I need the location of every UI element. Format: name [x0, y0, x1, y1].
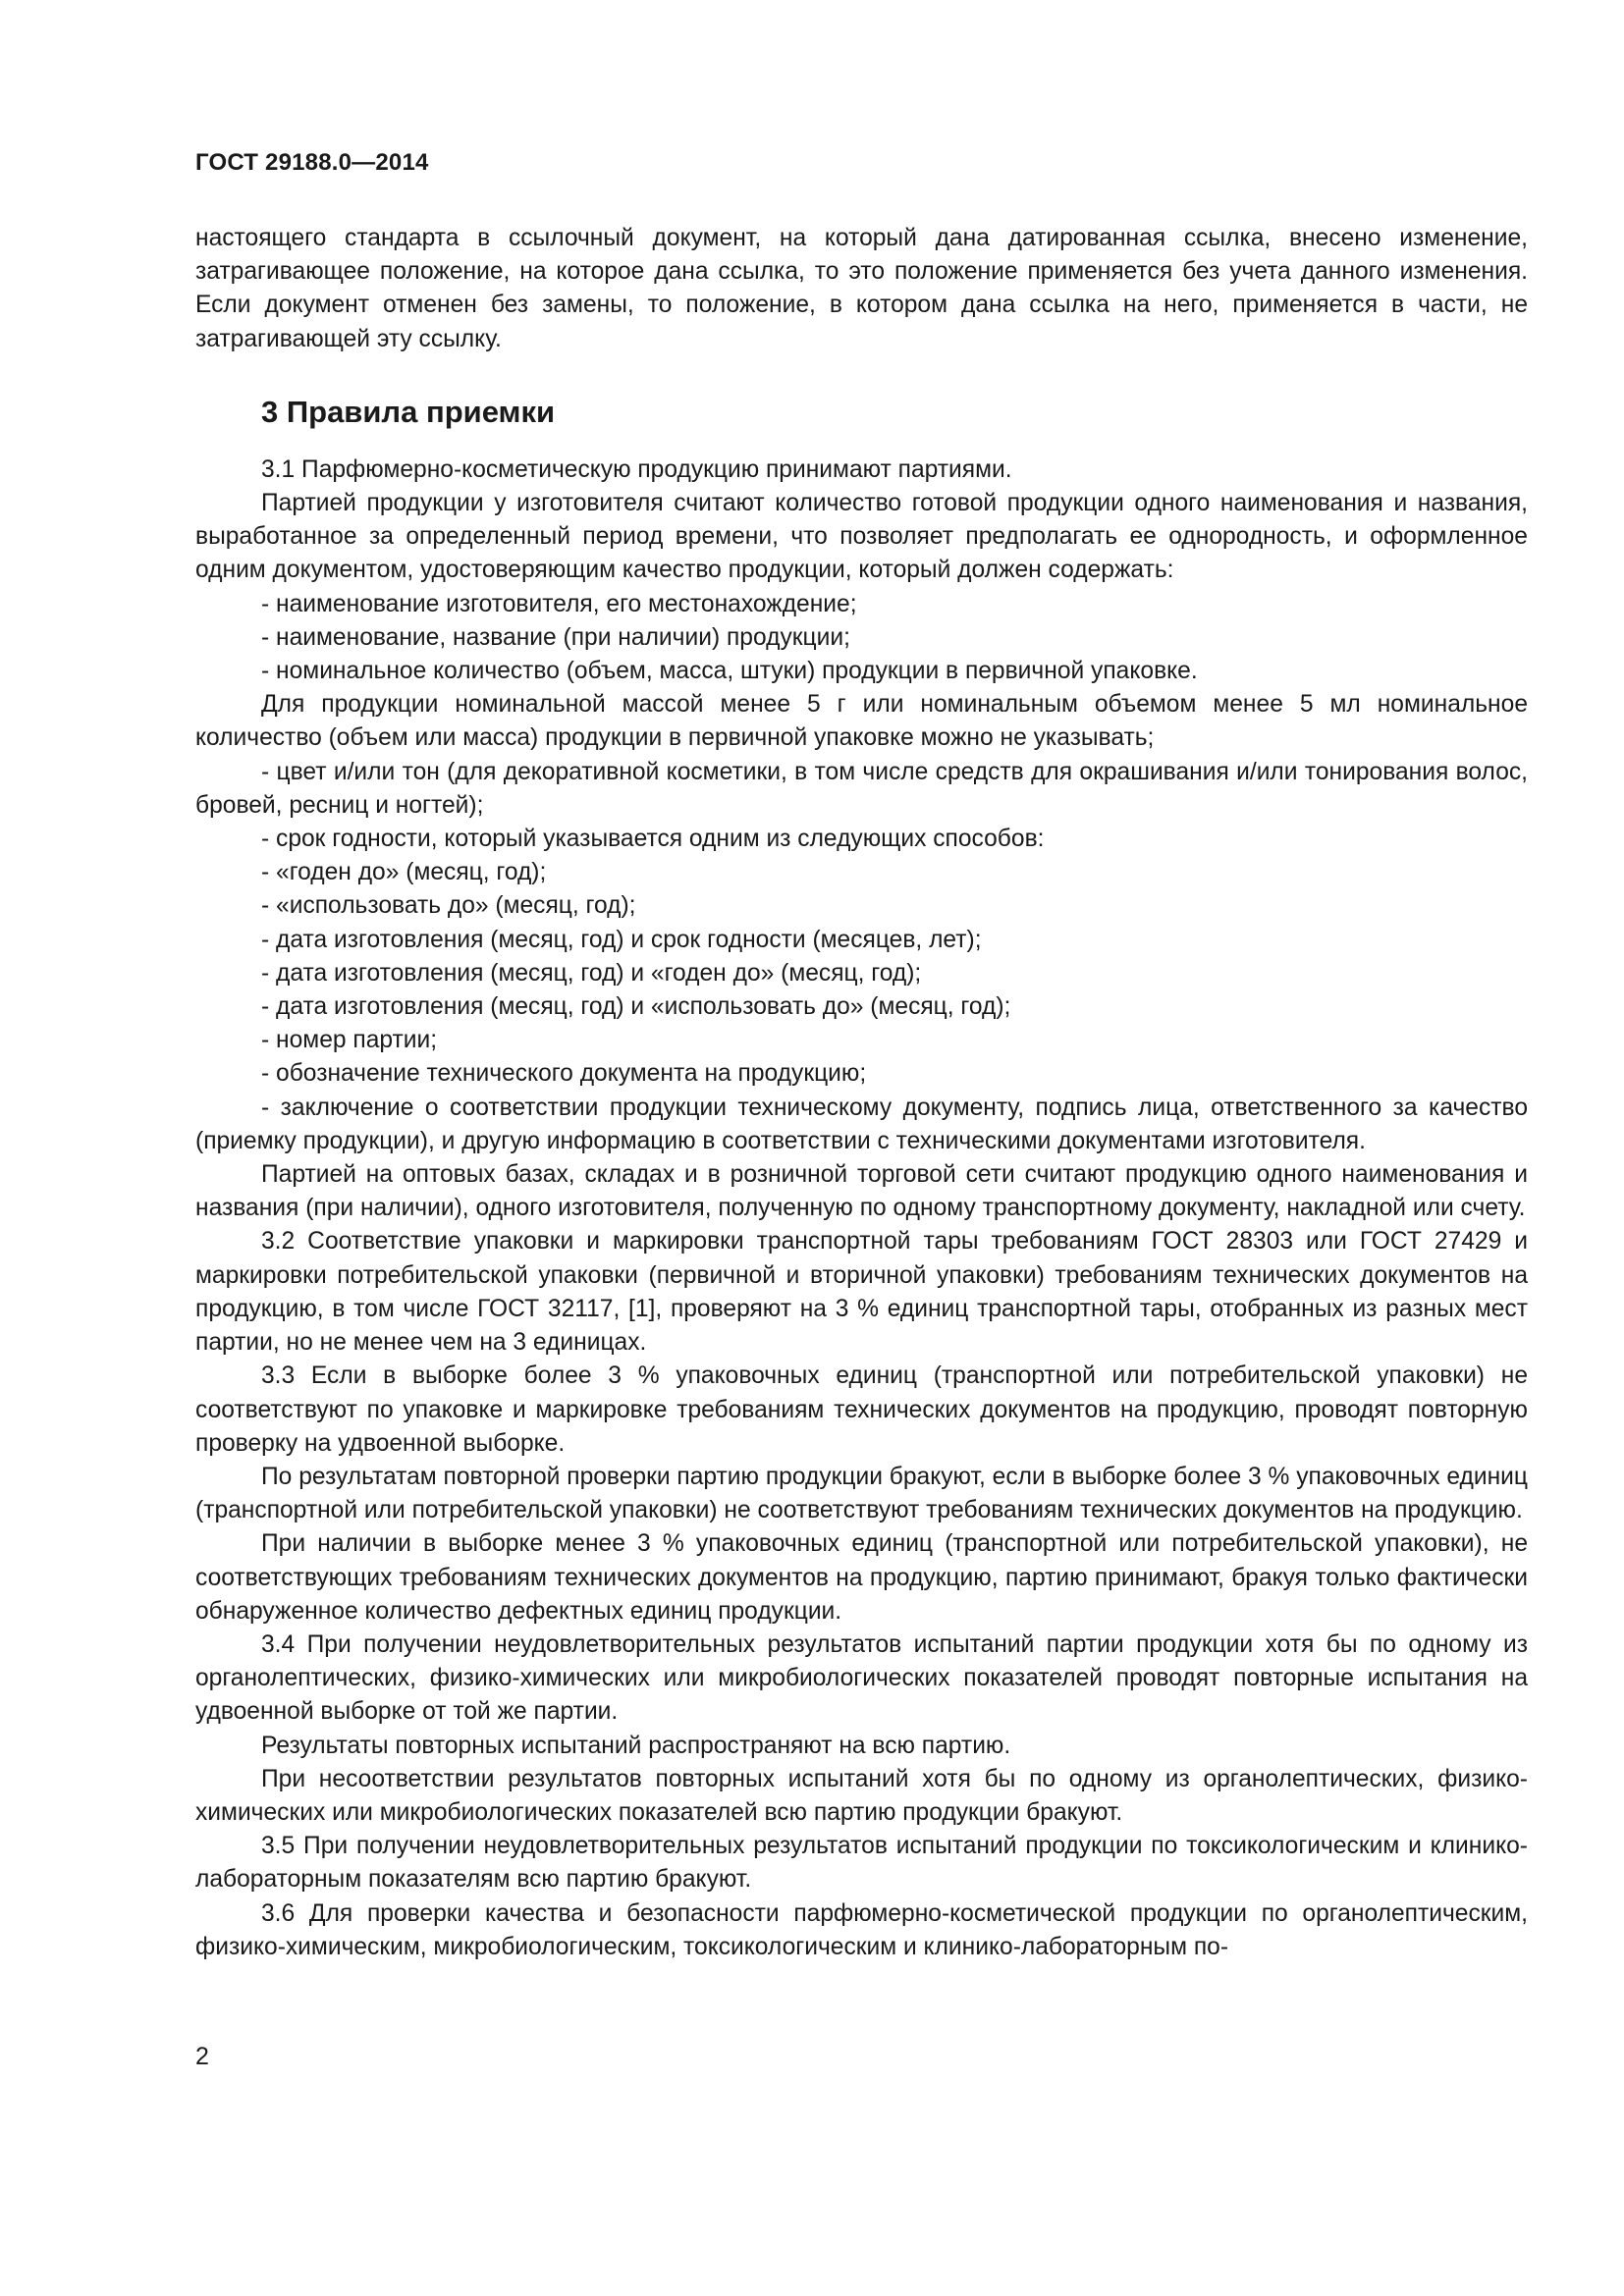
paragraph-3-2: 3.2 Соответствие упаковки и маркировки транспортной тары требованиям ГОСТ 28303 или ГОСТ 27429 и маркировки потребительской упаковки (первичной и вторичной упаковки) требованиям технических документов на продукцию, в том числе ГОСТ 32117, [1], проверяют на 3 % единиц транспортной тары, отобранных из разных мест партии, но не менее чем на 3 единицах.: [195, 1228, 1528, 1357]
list-item: - обозначение технического документа на продукцию;: [261, 1060, 867, 1088]
section-title: 3 Правила приемки: [261, 394, 556, 429]
list-item: - номер партии;: [261, 1027, 438, 1054]
paragraph-repeat-reject: При несоответствии результатов повторных испытаний хотя бы по одному из органолептических, физико-химических или микробиологических показателей всю партию продукции бракуют.: [195, 1765, 1528, 1826]
paragraph-wholesale-batch: Партией на оптовых базах, складах и в розничной торговой сети считают продукцию одного наименования и названия (при наличии), одного изготовителя, полученную по одному транспортному документу, накладной или счету.: [195, 1161, 1528, 1222]
intro-paragraph: настоящего стандарта в ссылочный документ, на который дана датированная ссылка, внесено изменение, затрагивающее положение, на которое дана ссылка, то это положение применяется без учета данного изменения. Если документ отменен без замены, то положение, в котором дана ссылка на него, применяется в части, не затрагивающей эту ссылку.: [195, 225, 1528, 352]
page-content: [195, 222, 1528, 1964]
list-item: - дата изготовления (месяц, год) и «использовать до» (месяц, год);: [261, 993, 1011, 1021]
paragraph-3-5: 3.5 При получении неудовлетворительных результатов испытаний продукции по токсикологическим и клинико-лабораторным показателям всю партию бракуют.: [195, 1833, 1528, 1894]
list-item: - дата изготовления (месяц, год) и «годен до» (месяц, год);: [261, 959, 922, 987]
list-item: - дата изготовления (месяц, год) и срок годности (месяцев, лет);: [261, 926, 982, 953]
paragraph-repeat-results: Результаты повторных испытаний распространяют на всю партию.: [261, 1732, 1011, 1759]
list-item: - «использовать до» (месяц, год);: [261, 892, 636, 920]
list-item: - срок годности, который указывается одним из следующих способов:: [261, 826, 1045, 853]
paragraph-3-1: 3.1 Парфюмерно-косметическую продукцию принимают партиями.: [261, 455, 1012, 483]
paragraph-small-mass-note: Для продукции номинальной массой менее 5 г или номинальным объемом менее 5 мл номинальное количество (объем или масса) продукции в первичной упаковке можно не указывать;: [195, 691, 1528, 752]
paragraph-repeat-check-reject: По результатам повторной проверки партию продукции бракуют, если в выборке более 3 % упаковочных единиц (транспортной или потребительской упаковки) не соответствуют требованиям технических документов на продукцию.: [195, 1463, 1528, 1524]
list-item: - цвет и/или тон (для декоративной косметики, в том числе средств для окрашивания и/или тонирования волос, бровей, ресниц и ногтей);: [195, 758, 1528, 819]
paragraph-3-3: 3.3 Если в выборке более 3 % упаковочных единиц (транспортной или потребительской упаковки) не соответствуют по упаковке и маркировке требованиям технических документов на продукцию, проводят повторную проверку на удвоенной выборке.: [195, 1362, 1528, 1457]
list-item: - заключение о соответствии продукции техническому документу, подпись лица, ответственного за качество (приемку продукции), и другую информацию в соответствии с техническими документами изготовителя.: [195, 1094, 1528, 1154]
document-id-header: ГОСТ 29188.0—2014: [195, 149, 429, 176]
paragraph-batch-definition: Партией продукции у изготовителя считают количество готовой продукции одного наименования и названия, выработанное за определенный период времени, что позволяет предполагать ее однородность, и оформленное одним документом, удостоверяющим качество продукции, который должен содержать:: [195, 490, 1528, 584]
page-number: 2: [195, 2043, 209, 2070]
list-item: - «годен до» (месяц, год);: [261, 859, 547, 886]
paragraph-3-4: 3.4 При получении неудовлетворительных результатов испытаний партии продукции хотя бы по одному из органолептических, физико-химических или микробиологических показателей проводят повторные испытания на удвоенной выборке от той же партии.: [195, 1630, 1528, 1726]
list-item: - наименование, название (при наличии) продукции;: [261, 623, 850, 651]
list-item: - номинальное количество (объем, масса, штуки) продукции в первичной упаковке.: [261, 658, 1198, 685]
paragraph-3-6: 3.6 Для проверки качества и безопасности парфюмерно-косметической продукции по органолептическим, физико-химическим, микробиологическим, токсикологическим и клинико-лабораторным по-: [195, 1899, 1528, 1960]
paragraph-accept-with-defects: При наличии в выборке менее 3 % упаковочных единиц (транспортной или потребительской упаковки), не соответствующих требованиям технических документов на продукцию, партию принимают, бракуя только фактически обнаруженное количество дефектных единиц продукции.: [195, 1530, 1528, 1625]
list-item: - наименование изготовителя, его местонахождение;: [261, 590, 857, 617]
